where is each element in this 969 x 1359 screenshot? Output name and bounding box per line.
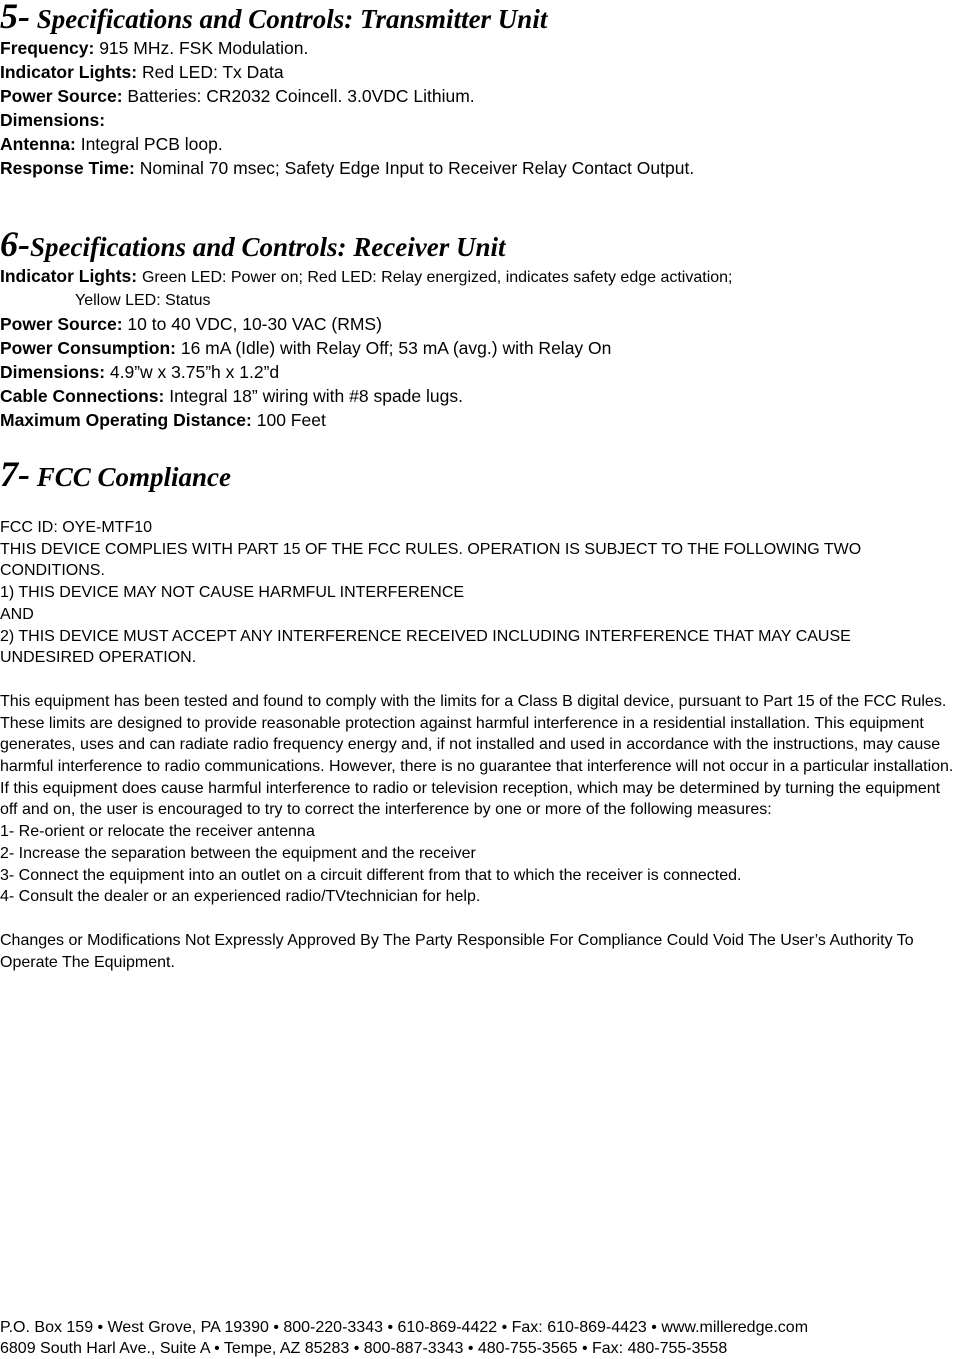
spec-power-source (0, 84, 694, 108)
measure-item: 2- Increase the separation between the equipment and the receiver (0, 844, 476, 862)
spec-label: Power Source: (0, 86, 123, 106)
section-7-number: 7- (0, 454, 30, 494)
footer-address (0, 1317, 808, 1359)
spec-value: 4.9”w x 3.75”h x 1.2”d (109, 362, 280, 382)
fcc-and: AND (0, 605, 34, 623)
spec-power-consumption (0, 336, 733, 360)
measure-item: 1- Re-orient or relocate the receiver antenna (0, 823, 315, 841)
fcc-id: FCC ID: OYE-MTF10 (0, 519, 153, 536)
spec-indicator-continuation: Yellow LED: Status (75, 292, 211, 309)
spec-label: Power Consumption: (0, 338, 176, 358)
spec-label: Cable Connections: (0, 386, 165, 406)
spec-label: Dimensions: (0, 362, 106, 382)
spec-antenna (0, 132, 694, 156)
spec-label: Dimensions: (0, 110, 106, 130)
spec-value: Batteries: CR2032 Coincell. 3.0VDC Lithium. (127, 86, 475, 106)
spec-label: Power Source: (0, 314, 123, 334)
spec-frequency (0, 36, 694, 60)
section-5-heading (0, 0, 694, 35)
spec-dimensions (0, 360, 733, 384)
spec-value: Nominal 70 msec; Safety Edge Input to Receiver Relay Contact Output. (139, 158, 695, 178)
spec-value: 16 mA (Idle) with Relay Off; 53 mA (avg.) with Relay On (180, 338, 612, 358)
section-7-title: FCC Compliance (36, 462, 232, 492)
spec-indicator-lights (0, 264, 733, 290)
section-5-number: 5- (0, 0, 30, 36)
spec-response-time (0, 156, 694, 180)
fcc-condition-1: 1) THIS DEVICE MAY NOT CAUSE HARMFUL INTERFERENCE (0, 584, 465, 602)
spec-cable-connections (0, 384, 733, 408)
section-7-heading (0, 454, 969, 494)
section-6-heading (0, 224, 733, 264)
section-6-number: 6- (0, 224, 30, 264)
spec-value: 100 Feet (256, 410, 326, 430)
spec-label: Response Time: (0, 158, 135, 178)
section-5 (0, 0, 694, 180)
fcc-compliance-line: THIS DEVICE COMPLIES WITH PART 15 OF THE FCC RULES. OPERATION IS SUBJECT TO THE FOLLOWING TWO CONDITIONS. (0, 540, 862, 580)
spec-label: Indicator Lights: (0, 266, 138, 286)
spec-value: Green LED: Power on; Red LED: Relay energized, indicates safety edge activation; (141, 269, 733, 286)
fcc-statement (0, 517, 969, 669)
spec-label: Antenna: (0, 134, 76, 154)
fcc-class-b-text: This equipment has been tested and found to comply with the limits for a Class B digital device, pursuant to Part 15 of the FCC Rules. These limits are designed to provide reasonable protection against harmful interference in a residential installation. This equipment generates, uses and can radiate radio frequency energy and, if not installed and used in accordance with the instructions, may cause harmful interference to radio communications. However, there is no guarantee that interference will not occur in a particular installation. If this equipment does cause harmful interference to radio or television reception, which may be determined by turning the equipment off and on, the user is encouraged to try to correct the interference by one or more of the following measures: (0, 692, 954, 819)
fcc-paragraph (0, 691, 960, 908)
section-6 (0, 224, 733, 432)
section-7 (0, 454, 969, 973)
spec-indicator-lights (0, 60, 694, 84)
spec-value: Integral 18” wiring with #8 spade lugs. (169, 386, 463, 406)
spec-power-source (0, 312, 733, 336)
measure-item: 3- Connect the equipment into an outlet on a circuit different from that to which the receiver is connected. (0, 866, 742, 884)
spec-dimensions (0, 108, 694, 132)
section-6-title: Specifications and Controls: Receiver Unit (30, 232, 506, 262)
footer-line-1: P.O. Box 159 • West Grove, PA 19390 • 800-220-3343 • 610-869-4422 • Fax: 610-869-4423 • www.milleredge.com (0, 1319, 809, 1336)
spec-value: 10 to 40 VDC, 10-30 VAC (RMS) (127, 314, 382, 334)
footer-line-2: 6809 South Harl Ave., Suite A • Tempe, AZ 85283 • 800-887-3343 • 480-755-3565 • Fax: 480-755-3558 (0, 1340, 728, 1357)
spec-value: Red LED: Tx Data (141, 62, 284, 82)
spec-label: Frequency: (0, 38, 95, 58)
spec-label: Indicator Lights: (0, 62, 138, 82)
spec-value: Integral PCB loop. (80, 134, 223, 154)
fcc-condition-2: 2) THIS DEVICE MUST ACCEPT ANY INTERFERENCE RECEIVED INCLUDING INTERFERENCE THAT MAY CAUSE UNDESIRED OPERATION. (0, 627, 851, 667)
section-5-title: Specifications and Controls: Transmitter Unit (36, 4, 548, 34)
measure-item: 4- Consult the dealer or an experienced radio/TVtechnician for help. (0, 888, 481, 906)
spec-max-distance (0, 408, 733, 432)
fcc-changes (0, 930, 969, 973)
spec-value: 915 MHz. FSK Modulation. (99, 38, 309, 58)
fcc-changes-text: Changes or Modifications Not Expressly Approved By The Party Responsible For Compliance Could Void The User’s Authority To Operate The Equipment. (0, 931, 914, 971)
spec-label: Maximum Operating Distance: (0, 410, 252, 430)
